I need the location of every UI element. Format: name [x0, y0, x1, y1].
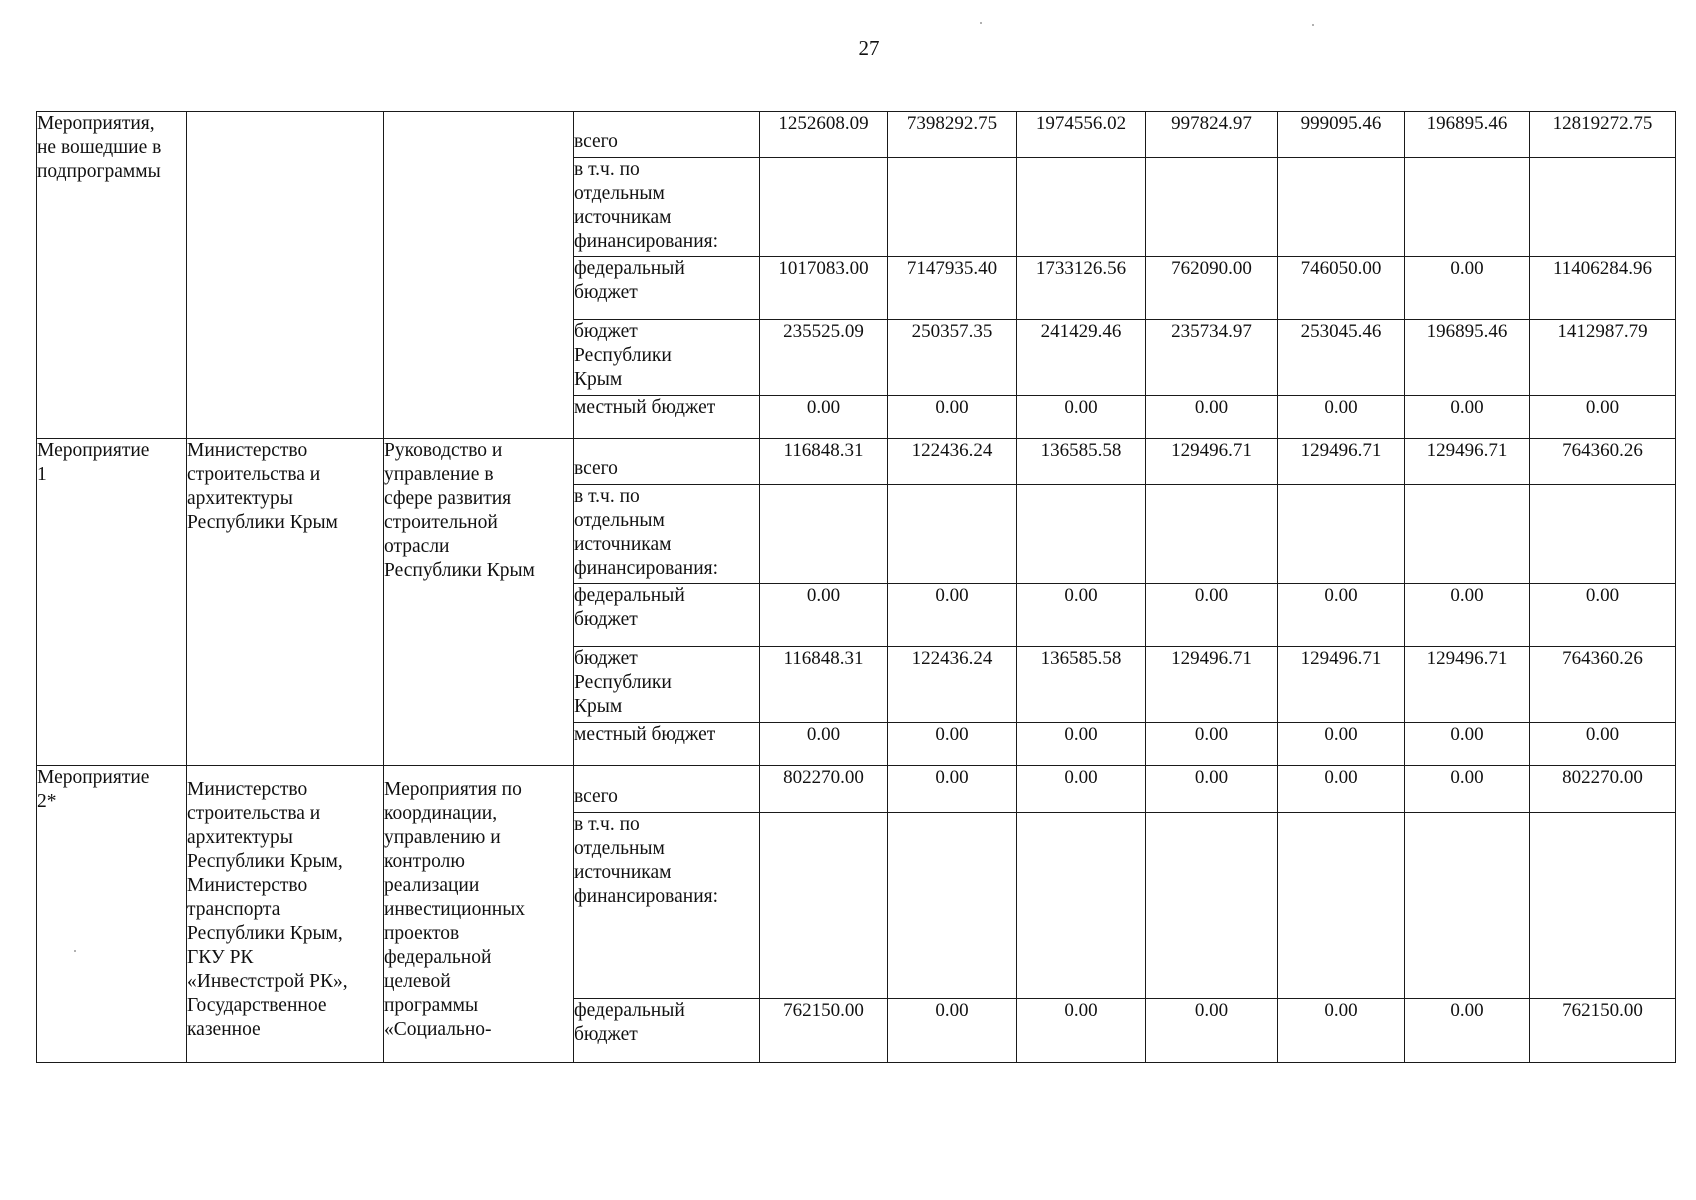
amount-cell	[1017, 647, 1146, 723]
amount-cell	[1530, 112, 1676, 158]
amount-cell-text: 0.00	[1064, 585, 1098, 606]
amount-cell	[1017, 999, 1146, 1063]
amount-cell-text: 116848.31	[783, 440, 864, 461]
funding-source	[574, 257, 760, 320]
amount-cell	[760, 723, 888, 766]
amount-cell	[1530, 766, 1676, 813]
amount-cell-text: 0.00	[1585, 397, 1620, 418]
amount-cell-text: 997824.97	[1171, 113, 1252, 134]
funding-source	[574, 485, 760, 584]
amount-cell-text: 0.00	[806, 724, 841, 745]
amount-cell	[1017, 257, 1146, 320]
executor-cell-text: Министерство строительства и архитектуры Республики Крым	[187, 440, 338, 533]
amount-cell	[760, 813, 888, 999]
amount-cell	[760, 647, 888, 723]
amount-cell	[1405, 158, 1530, 257]
amount-cell	[1405, 396, 1530, 439]
amount-cell-text: 0.00	[1324, 724, 1358, 745]
executor-cell	[187, 112, 384, 439]
funding-source	[574, 723, 760, 766]
amount-cell	[888, 485, 1017, 584]
amount-cell	[1278, 584, 1405, 647]
amount-cell	[1146, 257, 1278, 320]
amount-cell-text: 0.00	[935, 397, 969, 418]
funding-source	[574, 439, 760, 485]
amount-cell-text: 11406284.96	[1552, 258, 1653, 279]
funding-table	[36, 111, 1676, 1063]
amount-cell-text: 0.00	[1324, 585, 1358, 606]
executor-cell	[187, 439, 384, 766]
amount-cell	[1405, 723, 1530, 766]
funding-source-text: всего	[574, 458, 618, 479]
amount-cell	[1278, 999, 1405, 1063]
amount-cell	[1530, 723, 1676, 766]
funding-source-text: федеральный бюджет	[574, 1000, 685, 1045]
amount-cell-text: 0.00	[1194, 767, 1229, 788]
funding-source-text: всего	[574, 131, 618, 152]
funding-source-text: всего	[574, 786, 618, 807]
funding-source	[574, 112, 760, 158]
amount-cell-text: 136585.58	[1040, 648, 1122, 669]
amount-cell-text: 0.00	[935, 767, 969, 788]
amount-cell-text: 0.00	[1194, 397, 1229, 418]
amount-cell	[1017, 766, 1146, 813]
amount-cell-text: 0.00	[1194, 585, 1229, 606]
executor-cell-text: Министерство строительства и архитектуры Республики Крым, Министерство транспорта Республики Крым, ГКУ РК «Инвестстрой РК», Государственное казенное	[187, 779, 348, 1040]
amount-cell	[760, 439, 888, 485]
amount-cell	[1278, 485, 1405, 584]
amount-cell-text: 764360.26	[1562, 440, 1643, 461]
amount-cell-text: 802270.00	[1562, 767, 1643, 788]
amount-cell	[1278, 766, 1405, 813]
scan-speck	[1312, 24, 1314, 26]
amount-cell-text: 1412987.79	[1557, 321, 1648, 342]
amount-cell-text: 7398292.75	[906, 113, 998, 134]
amount-cell	[760, 320, 888, 396]
amount-cell	[1017, 396, 1146, 439]
amount-cell-text: 1733126.56	[1035, 258, 1127, 279]
amount-cell	[1146, 813, 1278, 999]
funding-source-text: местный бюджет	[574, 724, 716, 745]
amount-cell	[1405, 999, 1530, 1063]
funding-source	[574, 396, 760, 439]
amount-cell	[1530, 999, 1676, 1063]
amount-cell-text: 129496.71	[1171, 440, 1252, 461]
funding-source	[574, 766, 760, 813]
amount-cell-text: 196895.46	[1426, 321, 1508, 342]
amount-cell-text: 999095.46	[1300, 113, 1382, 134]
amount-cell	[1146, 320, 1278, 396]
amount-cell-text: 129496.71	[1426, 648, 1508, 669]
amount-cell	[888, 999, 1017, 1063]
amount-cell	[888, 647, 1017, 723]
amount-cell	[1146, 766, 1278, 813]
amount-cell	[1278, 257, 1405, 320]
amount-cell-text: 1252608.09	[778, 113, 869, 134]
amount-cell	[1405, 766, 1530, 813]
amount-cell-text: 12819272.75	[1552, 113, 1653, 134]
amount-cell	[1405, 647, 1530, 723]
amount-cell	[1146, 723, 1278, 766]
amount-cell	[1017, 813, 1146, 999]
activity-name	[37, 112, 187, 439]
amount-cell	[1530, 396, 1676, 439]
amount-cell	[1530, 158, 1676, 257]
amount-cell-text: 0.00	[806, 397, 841, 418]
amount-cell	[760, 766, 888, 813]
amount-cell	[760, 584, 888, 647]
amount-cell-text: 241429.46	[1040, 321, 1122, 342]
amount-cell-text: 0.00	[1324, 397, 1358, 418]
amount-cell-text: 0.00	[1585, 724, 1620, 745]
amount-cell	[888, 766, 1017, 813]
amount-cell	[1146, 112, 1278, 158]
activity-title	[384, 112, 574, 439]
amount-cell	[1017, 723, 1146, 766]
amount-cell	[1278, 396, 1405, 439]
activity-name	[37, 439, 187, 766]
amount-cell	[1146, 999, 1278, 1063]
amount-cell-text: 235525.09	[783, 321, 864, 342]
amount-cell-text: 0.00	[1450, 767, 1484, 788]
funding-source-text: бюджет Республики Крым	[574, 321, 672, 390]
executor-cell	[187, 766, 384, 1063]
amount-cell	[1146, 396, 1278, 439]
amount-cell-text: 746050.00	[1300, 258, 1382, 279]
amount-cell	[1278, 813, 1405, 999]
amount-cell	[1146, 647, 1278, 723]
amount-cell-text: 0.00	[1324, 1000, 1358, 1021]
amount-cell-text: 235734.97	[1171, 321, 1252, 342]
activity-name	[37, 766, 187, 1063]
amount-cell	[1530, 320, 1676, 396]
amount-cell	[1530, 439, 1676, 485]
amount-cell	[888, 158, 1017, 257]
funding-source	[574, 584, 760, 647]
amount-cell-text: 7147935.40	[906, 258, 998, 279]
funding-source-text: федеральный бюджет	[574, 585, 685, 630]
amount-cell	[888, 584, 1017, 647]
funding-table-body	[37, 112, 1676, 1063]
funding-source-text: бюджет Республики Крым	[574, 648, 672, 717]
activity-name-text: Мероприятие 1	[37, 440, 150, 485]
amount-cell	[1405, 584, 1530, 647]
amount-cell-text: 253045.46	[1300, 321, 1382, 342]
amount-cell-text: 129496.71	[1171, 648, 1252, 669]
amount-cell-text: 122436.24	[911, 648, 993, 669]
funding-source	[574, 320, 760, 396]
amount-cell-text: 129496.71	[1426, 440, 1508, 461]
amount-cell	[888, 439, 1017, 485]
amount-cell	[1017, 439, 1146, 485]
amount-cell	[888, 257, 1017, 320]
amount-cell	[1278, 158, 1405, 257]
amount-cell-text: 0.00	[935, 724, 969, 745]
amount-cell	[1405, 439, 1530, 485]
table-row	[37, 439, 1676, 485]
amount-cell	[1405, 112, 1530, 158]
amount-cell	[1278, 439, 1405, 485]
amount-cell-text: 122436.24	[911, 440, 993, 461]
amount-cell	[888, 813, 1017, 999]
amount-cell-text: 762150.00	[1562, 1000, 1643, 1021]
amount-cell-text: 0.00	[935, 585, 969, 606]
amount-cell-text: 0.00	[1194, 1000, 1229, 1021]
amount-cell-text: 0.00	[1064, 397, 1098, 418]
amount-cell-text: 250357.35	[911, 321, 993, 342]
funding-source-text: в т.ч. по отдельным источникам финансирования:	[574, 814, 719, 907]
scan-speck	[980, 22, 982, 24]
amount-cell-text: 0.00	[1450, 724, 1484, 745]
activity-title-text: Руководство и управление в сфере развития строительной отрасли Республики Крым	[384, 440, 535, 581]
amount-cell	[1278, 723, 1405, 766]
amount-cell	[888, 320, 1017, 396]
amount-cell	[1530, 647, 1676, 723]
amount-cell	[760, 158, 888, 257]
amount-cell-text: 762090.00	[1171, 258, 1252, 279]
amount-cell	[760, 999, 888, 1063]
amount-cell-text: 0.00	[935, 1000, 969, 1021]
amount-cell-text: 0.00	[1064, 1000, 1098, 1021]
amount-cell	[888, 112, 1017, 158]
amount-cell	[1278, 647, 1405, 723]
amount-cell	[1017, 158, 1146, 257]
amount-cell-text: 129496.71	[1300, 648, 1382, 669]
amount-cell	[760, 485, 888, 584]
activity-title-text: Мероприятия по координации, управлению и контролю реализации инвестиционных проектов федеральной целевой программы «Социально-	[384, 779, 526, 1040]
amount-cell	[1278, 112, 1405, 158]
amount-cell-text: 116848.31	[783, 648, 864, 669]
amount-cell-text: 802270.00	[783, 767, 864, 788]
amount-cell-text: 0.00	[1450, 397, 1484, 418]
amount-cell-text: 762150.00	[783, 1000, 864, 1021]
funding-source	[574, 647, 760, 723]
amount-cell	[1530, 257, 1676, 320]
activity-title	[384, 766, 574, 1063]
amount-cell	[1530, 584, 1676, 647]
funding-source	[574, 999, 760, 1063]
amount-cell	[1405, 257, 1530, 320]
amount-cell-text: 1017083.00	[778, 258, 869, 279]
amount-cell	[1146, 158, 1278, 257]
amount-cell	[888, 723, 1017, 766]
activity-name-text: Мероприятия, не вошедшие в подпрограммы	[37, 113, 162, 182]
funding-source-text: в т.ч. по отдельным источникам финансирования:	[574, 159, 719, 252]
funding-source	[574, 813, 760, 999]
amount-cell-text: 0.00	[1450, 585, 1484, 606]
amount-cell	[760, 112, 888, 158]
amount-cell-text: 1974556.02	[1035, 113, 1127, 134]
amount-cell	[1530, 485, 1676, 584]
page-number: 27	[858, 36, 880, 60]
amount-cell-text: 0.00	[1194, 724, 1229, 745]
amount-cell	[1146, 485, 1278, 584]
amount-cell-text: 0.00	[1450, 258, 1484, 279]
amount-cell	[1146, 584, 1278, 647]
activity-title	[384, 439, 574, 766]
amount-cell	[1146, 439, 1278, 485]
amount-cell	[760, 257, 888, 320]
amount-cell-text: 136585.58	[1040, 440, 1122, 461]
amount-cell-text: 0.00	[1585, 585, 1620, 606]
table-row	[37, 766, 1676, 813]
amount-cell	[1405, 485, 1530, 584]
amount-cell-text: 0.00	[806, 585, 841, 606]
amount-cell	[1017, 584, 1146, 647]
amount-cell	[760, 396, 888, 439]
amount-cell-text: 0.00	[1064, 767, 1098, 788]
funding-source-text: федеральный бюджет	[574, 258, 685, 303]
funding-source-text: местный бюджет	[574, 397, 716, 418]
amount-cell-text: 0.00	[1324, 767, 1358, 788]
activity-name-text: Мероприятие 2*	[37, 767, 150, 812]
amount-cell	[1017, 320, 1146, 396]
amount-cell-text: 129496.71	[1300, 440, 1382, 461]
amount-cell	[1405, 813, 1530, 999]
amount-cell	[1278, 320, 1405, 396]
amount-cell	[1017, 485, 1146, 584]
amount-cell	[888, 396, 1017, 439]
amount-cell-text: 0.00	[1064, 724, 1098, 745]
funding-source-text: в т.ч. по отдельным источникам финансирования:	[574, 486, 719, 579]
amount-cell-text: 196895.46	[1426, 113, 1508, 134]
amount-cell	[1405, 320, 1530, 396]
amount-cell-text: 764360.26	[1562, 648, 1643, 669]
table-row	[37, 112, 1676, 158]
amount-cell	[1530, 813, 1676, 999]
funding-source	[574, 158, 760, 257]
amount-cell-text: 0.00	[1450, 1000, 1484, 1021]
amount-cell	[1017, 112, 1146, 158]
